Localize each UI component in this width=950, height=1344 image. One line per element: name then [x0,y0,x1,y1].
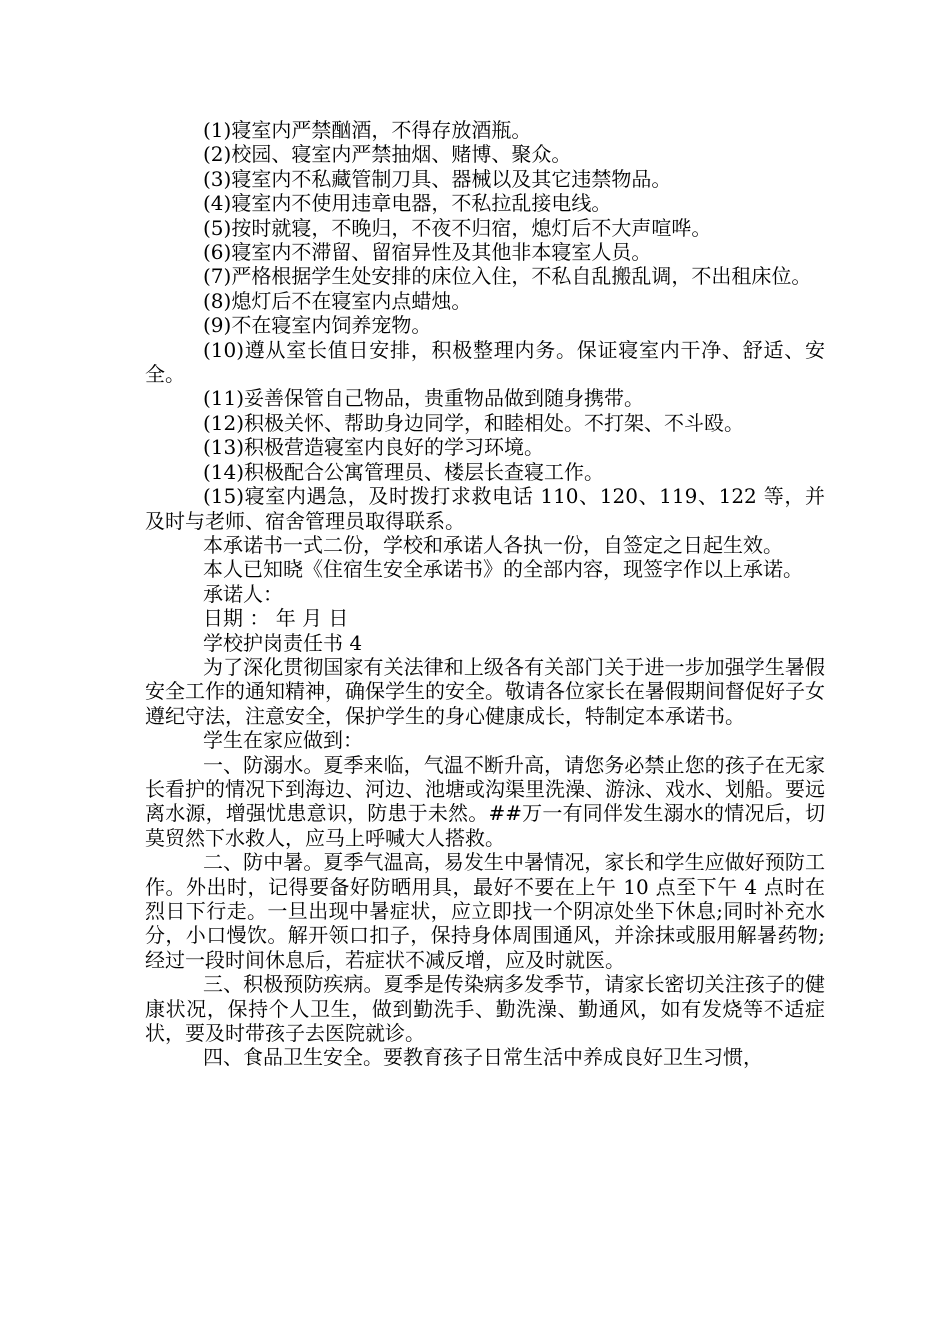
document-body [145,118,825,1070]
rule-14: (14)积极配合公寓管理员、楼层长查寝工作。 [203,459,605,484]
item-heatstroke: 二、防中暑。夏季气温高，易发生中暑情况，家长和学生应做好预防工作。外出时，记得要备好防晒用具，最好不要在上午 10 点至下午 4 点时在烈日下行走。一旦出现中暑症状，应立即找一个阴凉处坐下休息;同时补充水分，小口慢饮。解开领口扣子，保持身体周围通风，并涂抹或服用解暑药物;经过一段时间休息后，若症状不减反增，应及时就医。 [145,850,825,972]
rule-6: (6)寝室内不滞留、留宿异性及其他非本寝室人员。 [203,240,652,265]
section-title: 学校护岗责任书 4 [203,630,363,655]
rule-9: (9)不在寝室内饲养宠物。 [203,313,432,338]
acknowledgement: 本人已知晓《住宿生安全承诺书》的全部内容，现签字作以上承诺。 [203,557,803,582]
item-food-safety: 四、食品卫生安全。要教育孩子日常生活中养成良好卫生习惯， [203,1045,763,1070]
rule-15: (15)寝室内遇急，及时拨打求救电话 110、120、119、122 等，并及时与老师、宿舍管理员取得联系。 [145,484,825,533]
rule-12: (12)积极关怀、帮助身边同学，和睦相处。不打架、不斗殴。 [203,410,745,435]
rule-13: (13)积极营造寝室内良好的学习环境。 [203,435,545,460]
item-disease: 三、积极预防疾病。夏季是传染病多发季节，请家长密切关注孩子的健康状况，保持个人卫生，做到勤洗手、勤洗澡、勤通风，如有发烧等不适症状，要及时带孩子去医院就诊。 [145,972,825,1046]
rule-5: (5)按时就寝，不晚归，不夜不归宿，熄灯后不大声喧哗。 [203,215,712,240]
intro-paragraph: 为了深化贯彻国家有关法律和上级各有关部门关于进一步加强学生暑假安全工作的通知精神，确保学生的安全。敬请各位家长在暑假期间督促好子女遵纪守法，注意安全，保护学生的身心健康成长，特制定本承诺书。 [145,654,825,728]
rule-7: (7)严格根据学生处安排的床位入住，不私自乱搬乱调，不出租床位。 [203,264,812,289]
date-line: 日期 ： 年 月 日 [203,606,349,631]
rule-8: (8)熄灯后不在寝室内点蜡烛。 [203,288,472,313]
rule-10: (10)遵从室长值日安排，积极整理内务。保证寝室内干净、舒适、安全。 [145,337,825,387]
rule-3: (3)寝室内不私藏管制刀具、器械以及其它违禁物品。 [203,166,672,191]
copies-note: 本承诺书一式二份，学校和承诺人各执一份，自签定之日起生效。 [203,532,783,557]
signer-line: 承诺人： [203,581,283,606]
item-drowning: 一、防溺水。夏季来临，气温不断升高，请您务必禁止您的孩子在无家长看护的情况下到海边、河边、池塘或沟渠里洗澡、游泳、戏水、划船。要远离水源，增强忧患意识，防患于未然。##万一有同伴发生溺水的情况后，切莫贸然下水救人，应马上呼喊大人搭救。 [145,752,825,850]
rule-1: (1)寝室内严禁酗酒，不得存放酒瓶。 [203,118,532,142]
rule-2: (2)校园、寝室内严禁抽烟、赌博、聚众。 [203,142,572,167]
rule-11: (11)妥善保管自己物品，贵重物品做到随身携带。 [203,386,645,411]
rule-4: (4)寝室内不使用违章电器，不私拉乱接电线。 [203,191,612,216]
home-duties-heading: 学生在家应做到： [203,728,363,753]
